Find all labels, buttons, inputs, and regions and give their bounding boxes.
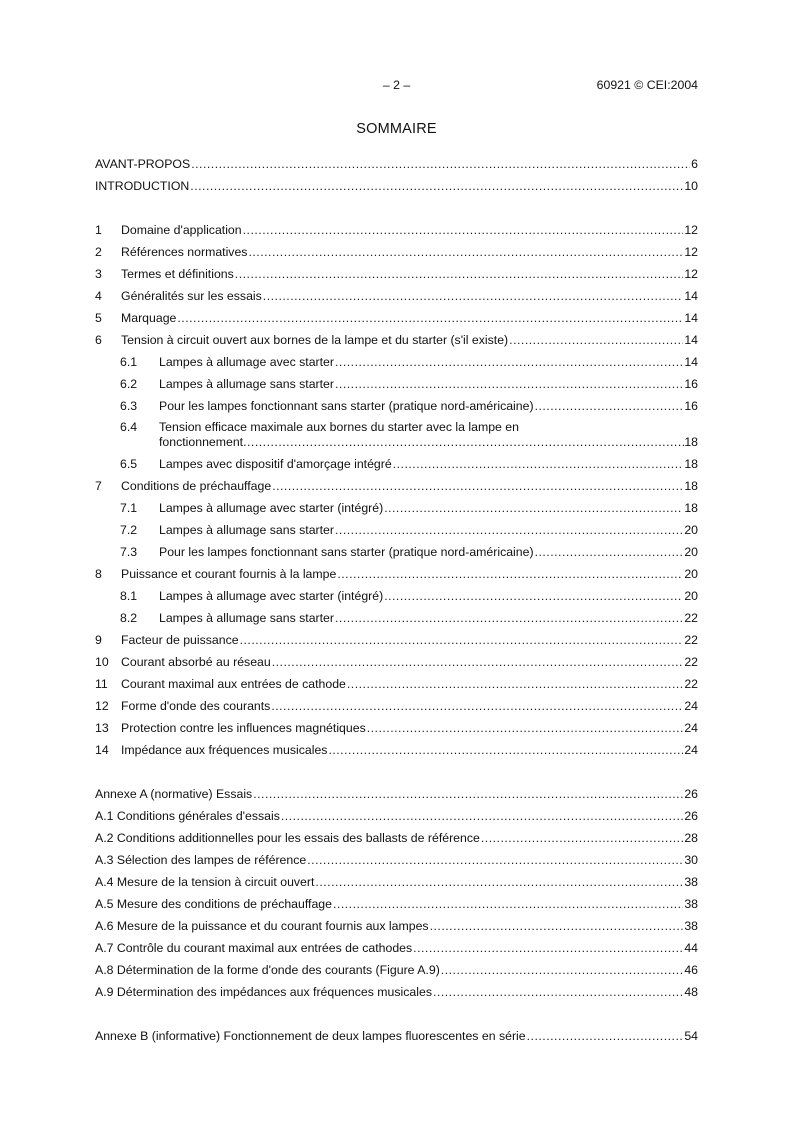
page-header xyxy=(95,78,698,94)
toc-entry-annex-a[interactable] xyxy=(95,780,698,802)
spacer xyxy=(95,1000,698,1022)
toc-entry-number: 9 xyxy=(95,633,102,647)
dot-leader xyxy=(335,377,683,392)
toc-entry-title: Tension efficace maximale aux bornes du starter avec la lampe en xyxy=(159,420,519,434)
toc-entry-page: 12 xyxy=(684,223,698,237)
toc-entry-title: A.7 Contrôle du courant maximal aux entrées de cathodes xyxy=(95,941,413,955)
toc-entry-title: Forme d'onde des courants xyxy=(121,699,271,713)
dot-leader xyxy=(535,545,684,560)
toc-entry-title: Courant absorbé au réseau xyxy=(121,655,271,669)
dot-leader xyxy=(253,787,683,802)
toc-entry-page: 18 xyxy=(684,457,698,471)
toc-entry-9[interactable] xyxy=(95,626,698,648)
toc-entry-page: 20 xyxy=(684,523,698,537)
dot-leader xyxy=(243,435,684,450)
toc-entry-number: 6.5 xyxy=(120,457,138,471)
toc-entry-title: A.6 Mesure de la puissance et du courant fournis aux lampes xyxy=(95,919,429,933)
toc-entry-title: Annexe B (informative) Fonctionnement de deux lampes fluorescentes en série xyxy=(95,1029,526,1043)
toc-entry-page: 22 xyxy=(684,611,698,625)
toc-entry-page: 24 xyxy=(684,699,698,713)
toc-entry-annex-b[interactable] xyxy=(95,1022,698,1044)
dot-leader xyxy=(243,223,684,238)
dot-leader xyxy=(235,267,684,282)
toc-entry-7-1[interactable] xyxy=(95,494,698,516)
toc-entry-title: Lampes à allumage sans starter xyxy=(159,377,334,391)
toc-entry-page: 10 xyxy=(684,179,698,193)
toc-entry-page: 14 xyxy=(684,289,698,303)
toc-entry-8-1[interactable] xyxy=(95,582,698,604)
dot-leader xyxy=(367,721,684,736)
toc-entry-title: A.5 Mesure des conditions de préchauffage xyxy=(95,897,332,911)
toc-entry-introduction[interactable] xyxy=(95,172,698,194)
dot-leader xyxy=(315,875,683,890)
dot-leader xyxy=(384,589,683,604)
toc-entry-title: Pour les lampes fonctionnant sans starter (pratique nord-américaine) xyxy=(159,545,534,559)
toc-entry-5[interactable] xyxy=(95,304,698,326)
toc-entry-page: 14 xyxy=(684,333,698,347)
toc-entry-6-1[interactable] xyxy=(95,348,698,370)
toc-entry-title: Courant maximal aux entrées de cathode xyxy=(121,677,346,691)
dot-leader xyxy=(535,399,684,414)
toc-entry-2[interactable] xyxy=(95,238,698,260)
dot-leader xyxy=(393,457,684,472)
toc-entry-page: 54 xyxy=(684,1029,698,1043)
toc-entry-page: 38 xyxy=(684,875,698,889)
dot-leader xyxy=(190,179,683,194)
toc-entry-title: Impédance aux fréquences musicales xyxy=(121,743,328,757)
toc-entry-title: Lampes à allumage sans starter xyxy=(159,523,334,537)
toc-entry-number: 6.1 xyxy=(120,355,138,369)
toc-entry-title: Domaine d'application xyxy=(121,223,242,237)
toc-entry-title: A.8 Détermination de la forme d'onde des courants (Figure A.9) xyxy=(95,963,440,977)
toc-title: SOMMAIRE xyxy=(356,121,437,137)
toc-entry-page: 48 xyxy=(684,985,698,999)
toc-entry-page: 30 xyxy=(684,853,698,867)
toc-entry-page: 22 xyxy=(684,677,698,691)
dot-leader xyxy=(481,831,683,846)
dot-leader xyxy=(328,743,683,758)
toc-entry-page: 46 xyxy=(684,963,698,977)
toc-entry-number: 7.3 xyxy=(120,545,138,559)
dot-leader xyxy=(307,853,683,868)
dot-leader xyxy=(430,919,684,934)
toc-entry-title: Puissance et courant fournis à la lampe xyxy=(121,567,337,581)
dot-leader xyxy=(191,157,690,172)
dot-leader xyxy=(263,289,684,304)
dot-leader xyxy=(333,897,683,912)
dot-leader xyxy=(527,1029,684,1044)
dot-leader xyxy=(335,523,683,538)
dot-leader xyxy=(240,633,684,648)
toc-entry-number: 6.4 xyxy=(120,420,138,434)
toc-entry-title: A.1 Conditions générales d'essais xyxy=(95,809,280,823)
dot-leader xyxy=(272,479,683,494)
toc-entry-page: 14 xyxy=(684,355,698,369)
toc-entry-title: Facteur de puissance xyxy=(121,633,239,647)
toc-entry-page: 26 xyxy=(684,787,698,801)
toc-entry-4[interactable] xyxy=(95,282,698,304)
dot-leader xyxy=(441,963,684,978)
toc-entry-page: 20 xyxy=(684,545,698,559)
toc-entry-page: 18 xyxy=(684,501,698,515)
toc-entry-title: A.9 Détermination des impédances aux fréquences musicales xyxy=(95,985,432,999)
toc-entry-13[interactable] xyxy=(95,714,698,736)
toc-entry-11[interactable] xyxy=(95,670,698,692)
dot-leader xyxy=(248,245,683,260)
toc-entry-page: 16 xyxy=(684,399,698,413)
toc-entry-number: 4 xyxy=(95,289,102,303)
dot-leader xyxy=(509,333,683,348)
toc-entry-title-continued: fonctionnement xyxy=(159,435,244,449)
dot-leader xyxy=(335,355,683,370)
dot-leader xyxy=(433,985,683,1000)
toc-entry-a3[interactable] xyxy=(95,846,698,868)
dot-leader xyxy=(337,567,683,582)
page-number: – 2 – xyxy=(382,78,411,92)
toc-entry-page: 22 xyxy=(684,655,698,669)
toc-entry-page: 24 xyxy=(684,721,698,735)
toc-entry-a7[interactable] xyxy=(95,934,698,956)
toc-entry-title: Lampes à allumage avec starter (intégré) xyxy=(159,589,384,603)
dot-leader xyxy=(281,809,683,824)
toc-entry-page: 38 xyxy=(684,897,698,911)
toc-entry-7-3[interactable] xyxy=(95,538,698,560)
toc-entry-number: 13 xyxy=(95,721,109,735)
toc-entry-line1 xyxy=(120,420,698,435)
toc-entry-number: 14 xyxy=(95,743,109,757)
dot-leader xyxy=(271,699,683,714)
toc-entry-number: 7.2 xyxy=(120,523,138,537)
toc-entry-number: 8 xyxy=(95,567,102,581)
toc-entry-7[interactable] xyxy=(95,472,698,494)
toc-entry-title: Marquage xyxy=(121,311,177,325)
toc-entry-title: Annexe A (normative) Essais xyxy=(95,787,253,801)
toc-entry-page: 22 xyxy=(684,633,698,647)
toc-entry-page: 12 xyxy=(684,245,698,259)
toc-entry-number: 6.2 xyxy=(120,377,138,391)
toc-entry-title: Pour les lampes fonctionnant sans starter (pratique nord-américaine) xyxy=(159,399,534,413)
table-of-contents xyxy=(95,150,698,1044)
toc-entry-6-5[interactable] xyxy=(95,450,698,472)
toc-entry-title: Généralités sur les essais xyxy=(121,289,262,303)
toc-entry-title: A.2 Conditions additionnelles pour les essais des ballasts de référence xyxy=(95,831,480,845)
toc-entry-page: 28 xyxy=(684,831,698,845)
toc-entry-avant-propos[interactable] xyxy=(95,150,698,172)
toc-entry-line2 xyxy=(120,435,698,450)
toc-entry-number: 6 xyxy=(95,333,102,347)
toc-entry-a9[interactable] xyxy=(95,978,698,1000)
toc-entry-10[interactable] xyxy=(95,648,698,670)
toc-entry-14[interactable] xyxy=(95,736,698,758)
toc-entry-7-2[interactable] xyxy=(95,516,698,538)
dot-leader xyxy=(384,501,683,516)
toc-entry-number: 10 xyxy=(95,655,109,669)
toc-entry-page: 12 xyxy=(684,267,698,281)
document-reference: 60921 © CEI:2004 xyxy=(596,78,698,92)
toc-entry-number: 7 xyxy=(95,479,102,493)
toc-entry-a2[interactable] xyxy=(95,824,698,846)
toc-entry-page: 44 xyxy=(684,941,698,955)
toc-entry-title: Tension à circuit ouvert aux bornes de la lampe et du starter (s'il existe) xyxy=(121,333,509,347)
toc-entry-title: Lampes à allumage avec starter (intégré) xyxy=(159,501,384,515)
toc-entry-title: Lampes à allumage sans starter xyxy=(159,611,334,625)
toc-entry-title: Conditions de préchauffage xyxy=(121,479,272,493)
dot-leader xyxy=(335,611,683,626)
toc-entry-page: 18 xyxy=(684,479,698,493)
toc-entry-a6[interactable] xyxy=(95,912,698,934)
toc-entry-number: 3 xyxy=(95,267,102,281)
toc-entry-a5[interactable] xyxy=(95,890,698,912)
toc-entry-page: 38 xyxy=(684,919,698,933)
toc-entry-page: 18 xyxy=(684,435,698,449)
toc-entry-page: 20 xyxy=(684,567,698,581)
toc-entry-number: 8.2 xyxy=(120,611,138,625)
toc-entry-title: Protection contre les influences magnétiques xyxy=(121,721,366,735)
toc-entry-1[interactable] xyxy=(95,216,698,238)
toc-entry-8[interactable] xyxy=(95,560,698,582)
dot-leader xyxy=(272,655,684,670)
toc-entry-title: A.3 Sélection des lampes de référence xyxy=(95,853,307,867)
toc-entry-number: 12 xyxy=(95,699,109,713)
dot-leader xyxy=(177,311,683,326)
toc-entry-page: 6 xyxy=(691,157,698,171)
spacer xyxy=(95,758,698,780)
toc-entry-page: 16 xyxy=(684,377,698,391)
toc-entry-number: 8.1 xyxy=(120,589,138,603)
toc-entry-title: AVANT-PROPOS xyxy=(95,157,191,171)
toc-entry-title: Termes et définitions xyxy=(121,267,234,281)
toc-entry-12[interactable] xyxy=(95,692,698,714)
toc-entry-6-4[interactable] xyxy=(95,414,698,450)
toc-entry-a8[interactable] xyxy=(95,956,698,978)
toc-entry-page: 24 xyxy=(684,743,698,757)
toc-entry-number: 11 xyxy=(95,677,108,691)
toc-entry-6-3[interactable] xyxy=(95,392,698,414)
toc-entry-page: 26 xyxy=(684,809,698,823)
toc-entry-8-2[interactable] xyxy=(95,604,698,626)
toc-entry-title: Références normatives xyxy=(121,245,248,259)
toc-entry-page: 14 xyxy=(684,311,698,325)
toc-entry-a4[interactable] xyxy=(95,868,698,890)
toc-entry-3[interactable] xyxy=(95,260,698,282)
toc-entry-6[interactable] xyxy=(95,326,698,348)
toc-entry-title: Lampes avec dispositif d'amorçage intégré xyxy=(159,457,392,471)
dot-leader xyxy=(413,941,683,956)
toc-entry-title: A.4 Mesure de la tension à circuit ouvert xyxy=(95,875,315,889)
toc-entry-number: 6.3 xyxy=(120,399,138,413)
toc-entry-6-2[interactable] xyxy=(95,370,698,392)
toc-entry-title: INTRODUCTION xyxy=(95,179,190,193)
dot-leader xyxy=(347,677,683,692)
toc-entry-page: 20 xyxy=(684,589,698,603)
toc-entry-number: 5 xyxy=(95,311,102,325)
toc-entry-number: 7.1 xyxy=(120,501,138,515)
toc-entry-title: Lampes à allumage avec starter xyxy=(159,355,334,369)
toc-entry-a1[interactable] xyxy=(95,802,698,824)
toc-entry-number: 2 xyxy=(95,245,102,259)
toc-entry-number: 1 xyxy=(95,223,102,237)
spacer xyxy=(95,194,698,216)
